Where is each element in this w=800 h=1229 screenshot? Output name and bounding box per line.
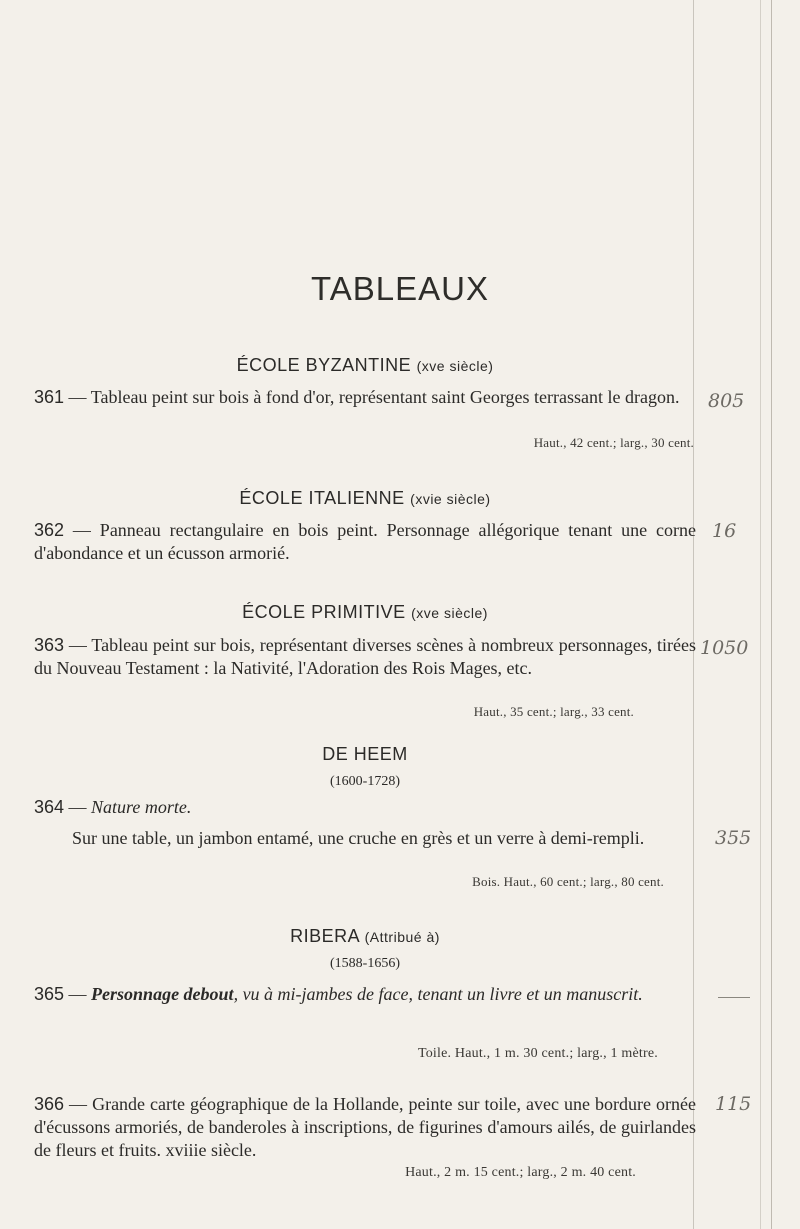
- school-name: RIBERA: [290, 926, 360, 946]
- entry-number: 361: [34, 387, 65, 407]
- entry-number: 365: [34, 984, 65, 1004]
- entry-dimensions: Haut., 35 cent.; larg., 33 cent.: [473, 704, 634, 719]
- school-period: (Attribué à): [364, 929, 440, 945]
- entry-366: [34, 1093, 696, 1162]
- entry-dimensions: Toile. Haut., 1 m. 30 cent.; larg., 1 mètre.: [417, 1046, 658, 1061]
- margin-price-note: 355: [715, 827, 752, 849]
- margin-price-note: 16: [712, 520, 737, 542]
- school-name: ÉCOLE PRIMITIVE: [242, 602, 406, 622]
- section-heading: [34, 488, 696, 509]
- entry-number: 363: [34, 635, 65, 655]
- school-name: ÉCOLE ITALIENNE: [239, 488, 405, 508]
- margin-dash-mark: [718, 997, 750, 998]
- section-heading: [34, 744, 696, 765]
- entry-364-description: Sur une table, un jambon entamé, une cruche en grès et un verre à demi-rempli.: [72, 828, 645, 848]
- school-period: (xve siècle): [416, 358, 494, 374]
- entry-title: Nature morte.: [91, 797, 192, 817]
- artist-dates: (1588-1656): [330, 956, 400, 971]
- artist-dates: (1600-1728): [330, 774, 400, 789]
- entry-text: — Tableau peint sur bois à fond d'or, représentant saint Georges terrassant le dragon.: [64, 387, 680, 407]
- entry-number: 366: [34, 1094, 65, 1114]
- section-heading: [34, 926, 696, 947]
- margin-price-note: 115: [715, 1093, 752, 1115]
- section-heading: [34, 602, 696, 623]
- entry-dash: —: [64, 984, 92, 1004]
- section-heading: [34, 355, 696, 376]
- entry-dimensions: Haut., 42 cent.; larg., 30 cent.: [533, 435, 694, 450]
- entry-number: 362: [34, 520, 65, 540]
- entry-text: — Panneau rectangulaire en bois peint. Personnage allégorique tenant une corne d'abondance et un écusson armorié.: [34, 520, 696, 563]
- school-name: DE HEEM: [322, 744, 408, 764]
- entry-text: — Tableau peint sur bois, représentant diverses scènes à nombreux personnages, tirées du Nouveau Testament : la Nativité, l'Adoration des Rois Mages, etc.: [34, 635, 696, 678]
- entry-362: [34, 519, 696, 565]
- entry-363: [34, 634, 696, 680]
- entry-text: — Grande carte géographique de la Hollande, peinte sur toile, avec une bordure ornée d'écussons armoriés, de banderoles à inscriptions, de figurines d'amours ailés, de guirlandes de fleurs et fruits. xviiie siècle.: [34, 1094, 696, 1160]
- entry-dash: —: [64, 797, 92, 817]
- entry-number: 364: [34, 797, 65, 817]
- entry-365: [34, 983, 696, 1006]
- school-period: (xvie siècle): [410, 491, 491, 507]
- page-edge-line: [771, 0, 772, 1229]
- school-period: (xve siècle): [411, 605, 488, 621]
- page-edge-line: [760, 0, 761, 1229]
- entry-title-continued: , vu à mi-jambes de face, tenant un livre et un manuscrit.: [233, 984, 643, 1004]
- page-title: TABLEAUX: [311, 270, 489, 307]
- school-name: ÉCOLE BYZANTINE: [236, 355, 412, 375]
- entry-dimensions: Haut., 2 m. 15 cent.; larg., 2 m. 40 cent.: [405, 1165, 636, 1180]
- margin-price-note: 805: [708, 390, 745, 412]
- entry-dimensions: Bois. Haut., 60 cent.; larg., 80 cent.: [472, 874, 664, 889]
- entry-361: [34, 386, 696, 409]
- margin-price-note: 1050: [700, 637, 749, 659]
- entry-364: [34, 796, 696, 819]
- entry-title: Personnage debout: [91, 984, 234, 1004]
